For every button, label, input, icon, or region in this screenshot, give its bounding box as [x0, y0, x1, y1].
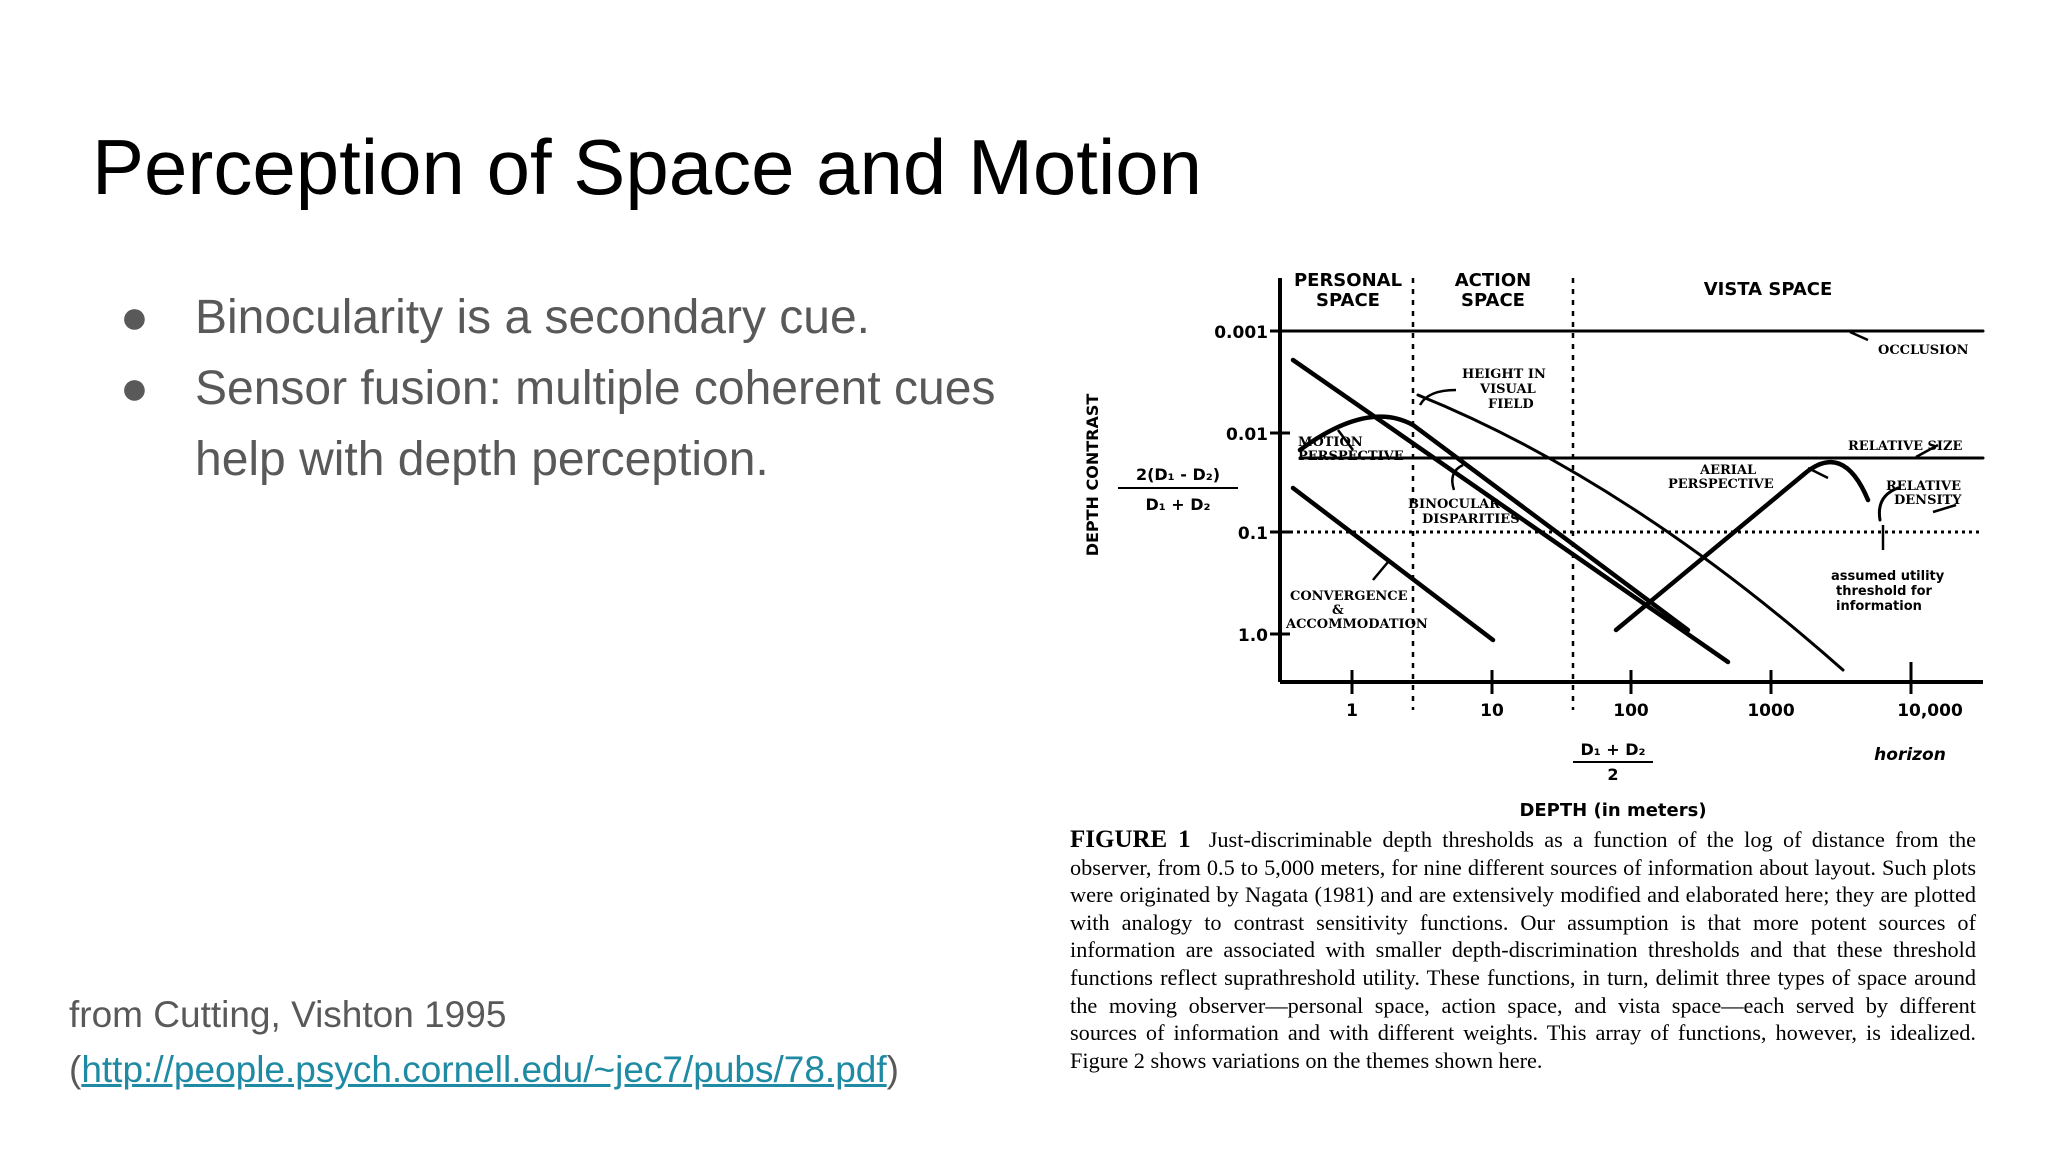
x-tick-label: 1000: [1747, 701, 1795, 721]
bullet-list: [120, 282, 1000, 495]
label-height: HEIGHT IN: [1462, 367, 1546, 382]
y-tick-label: 0.001: [1214, 323, 1268, 343]
slide-title: Perception of Space and Motion: [92, 123, 1203, 211]
x-formula-denominator: 2: [1607, 765, 1619, 784]
bullet-text: Binocularity is a secondary cue.: [195, 291, 870, 344]
threshold-note-line: threshold for: [1836, 584, 1932, 599]
label-relative-density: DENSITY: [1894, 493, 1962, 508]
horizon-label: horizon: [1874, 745, 1946, 765]
region-personal: PERSONAL: [1293, 270, 1403, 291]
label-aerial: PERSPECTIVE: [1668, 477, 1774, 492]
label-height: FIELD: [1488, 397, 1534, 412]
region-action: ACTION: [1454, 270, 1532, 291]
label-binocular: BINOCULAR: [1408, 497, 1500, 512]
label-occlusion: OCCLUSION: [1878, 343, 1969, 358]
figure-caption-label: FIGURE 1: [1070, 826, 1191, 853]
label-binocular: DISPARITIES: [1422, 512, 1520, 527]
y-tick-label: 1.0: [1237, 626, 1268, 646]
label-relative-size: RELATIVE SIZE: [1848, 439, 1963, 454]
x-tick-label: 10: [1480, 701, 1504, 721]
x-axis-label: DEPTH (in meters): [1519, 800, 1707, 820]
threshold-note: [1831, 569, 1945, 614]
citation: [69, 987, 899, 1097]
x-tick-label: 1: [1346, 701, 1358, 721]
y-formula-denominator: D₁ + D₂: [1145, 495, 1211, 514]
label-aerial: AERIAL: [1700, 463, 1757, 478]
citation-source: from Cutting, Vishton 1995: [69, 994, 507, 1035]
label-motion: PERSPECTIVE: [1298, 449, 1404, 464]
figure-caption: [1070, 826, 1976, 1074]
label-convergence: CONVERGENCE: [1290, 589, 1408, 604]
label-height: VISUAL: [1480, 382, 1536, 397]
figure-caption-text: Just-discriminable depth thresholds as a function of the log of distance from the observer, from 0.5 to 5,000 meters, for nine different sources of information about layout. Such plots were originated by Nagata (1981) and are extensively modified and elaborated here; they are plotted with analogy to contrast sensitivity functions. Our assumption is that more potent sources of information are associated with smaller depth-discrimination thresholds and that these threshold functions reflect suprathreshold utility. These functions, in turn, delimit three types of space around the moving observer—personal space, action space, and vista space—each served by different sources of information and with different weights. This array of functions, however, is idealized. Figure 2 shows variations on the themes shown here.: [1070, 827, 1976, 1073]
label-convergence: ACCOMMODATION: [1286, 617, 1428, 632]
bullet-item: [120, 282, 1000, 353]
y-axis-label: DEPTH CONTRAST: [1083, 393, 1102, 557]
threshold-note-line: assumed utility: [1831, 569, 1945, 584]
citation-link[interactable]: http://people.psych.cornell.edu/~jec7/pubs/78.pdf: [81, 1049, 887, 1090]
label-relative-density: RELATIVE: [1886, 479, 1961, 494]
y-formula-numerator: 2(D₁ - D₂): [1135, 465, 1221, 484]
citation-link-line: [69, 1042, 899, 1097]
x-tick-label: 100: [1613, 701, 1649, 721]
bullet-item: [120, 353, 1000, 495]
figure-image: [1068, 250, 1988, 1090]
bullet-dot-icon: ●: [120, 362, 149, 415]
bullet-text: Sensor fusion: multiple coherent cues help with depth perception.: [195, 362, 996, 486]
depth-threshold-chart: [1068, 250, 1988, 820]
label-convergence: &: [1332, 603, 1344, 618]
y-tick-label: 0.1: [1237, 524, 1268, 544]
region-vista: VISTA SPACE: [1703, 279, 1833, 300]
x-tick-label: 10,000: [1897, 701, 1963, 721]
x-formula-numerator: D₁ + D₂: [1580, 740, 1646, 759]
label-motion: MOTION: [1298, 435, 1363, 450]
region-action-space: SPACE: [1461, 290, 1525, 311]
region-personal-space: SPACE: [1316, 290, 1380, 311]
open-paren: (: [69, 1049, 82, 1090]
bullet-dot-icon: ●: [120, 291, 149, 344]
close-paren: ): [886, 1049, 899, 1090]
threshold-note-line: information: [1836, 599, 1922, 614]
y-tick-label: 0.01: [1226, 425, 1268, 445]
x-ticks: [1346, 670, 1963, 721]
